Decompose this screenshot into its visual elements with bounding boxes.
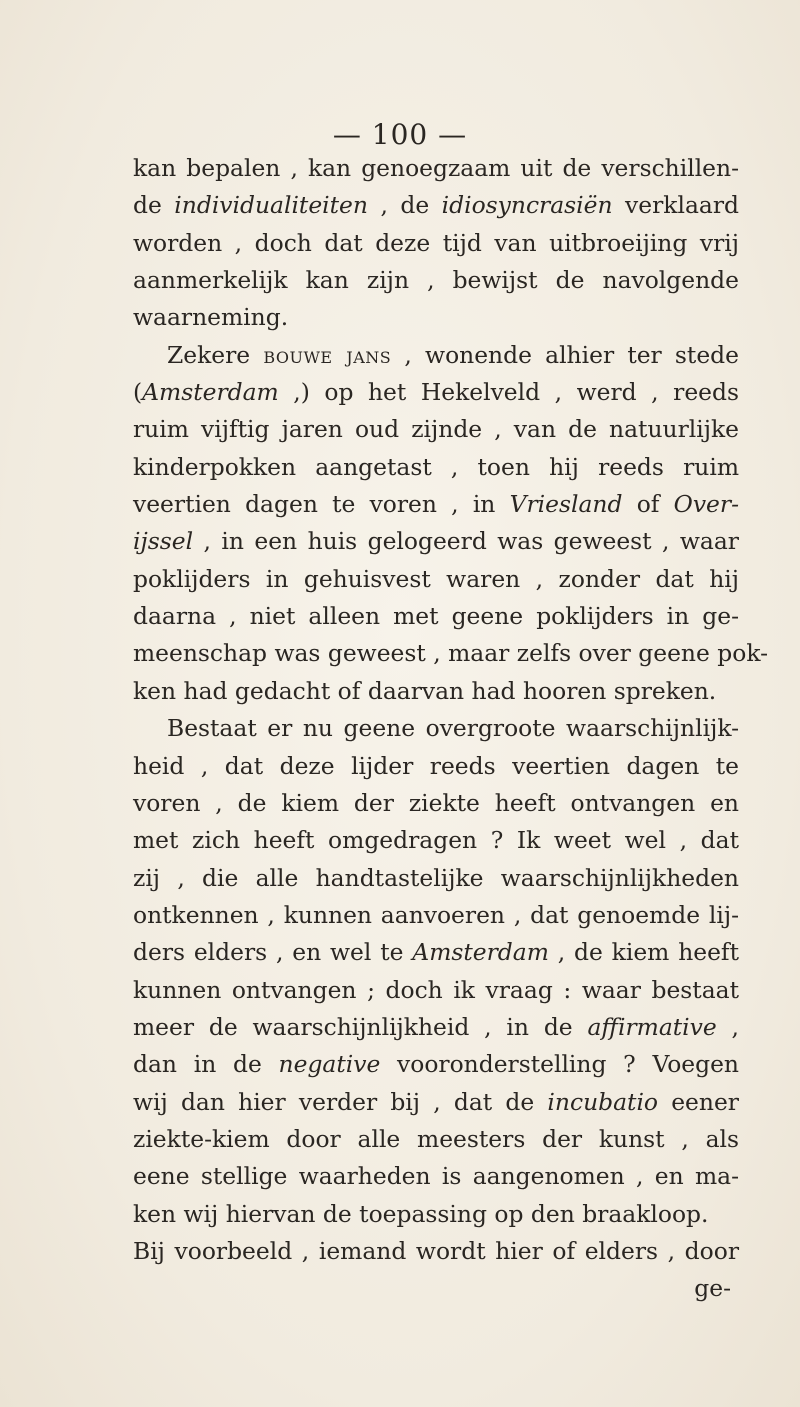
text-segment: waarneming. xyxy=(133,303,289,332)
text-segment: , in een huis gelogeerd was geweest , waar xyxy=(193,527,739,556)
text-segment: ken had gedacht of daarvan had hooren spreken. xyxy=(133,676,717,705)
italic-text: ijssel xyxy=(133,527,194,556)
italic-text: Vriesland xyxy=(509,490,623,519)
text-segment: , de xyxy=(367,191,442,220)
text-segment: heid , dat deze lijder reeds veertien dagen te xyxy=(133,751,739,780)
text-segment: ontkennen , kunnen aanvoeren , dat genoemde lij- xyxy=(133,900,739,929)
text-line xyxy=(133,374,739,411)
text-line xyxy=(133,225,739,262)
text-line xyxy=(133,1158,739,1195)
italic-text: affirmative xyxy=(587,1012,717,1041)
text-segment: meenschap was geweest , maar zelfs over geene pok- xyxy=(133,639,768,668)
text-segment: ,) op het Hekelveld , werd , reeds xyxy=(278,378,739,407)
text-segment: Bij voorbeeld , iemand wordt hier of elders , door xyxy=(133,1236,739,1265)
text-line xyxy=(133,1009,739,1046)
text-segment: eener xyxy=(658,1087,739,1116)
text-line xyxy=(133,523,739,560)
text-line xyxy=(133,598,739,635)
text-segment: , wonende alhier ter stede xyxy=(391,340,739,369)
text-segment: aanmerkelijk kan zijn , bewijst de navolgende xyxy=(133,266,739,295)
text-segment: , xyxy=(716,1012,739,1041)
text-line xyxy=(133,1046,739,1083)
italic-text: individualiteiten xyxy=(174,191,368,220)
body-text xyxy=(133,150,768,1308)
text-line xyxy=(133,1233,739,1270)
italic-text: Amsterdam xyxy=(142,378,279,407)
text-segment: ( xyxy=(133,378,143,407)
italic-text: idiosyncrasiën xyxy=(441,191,613,220)
text-line xyxy=(133,411,739,448)
text-segment: wij dan hier verder bij , dat de xyxy=(133,1087,548,1116)
text-line xyxy=(133,635,768,672)
text-line xyxy=(133,897,739,934)
text-line xyxy=(133,486,739,523)
text-segment: ge- xyxy=(694,1274,731,1303)
text-segment: met zich heeft omgedragen ? Ik weet wel , dat xyxy=(133,826,739,855)
text-segment: voren , de kiem der ziekte heeft ontvangen en xyxy=(133,788,739,817)
text-segment: of xyxy=(622,490,674,519)
text-segment: ruim vijftig jaren oud zijnde , van de natuurlijke xyxy=(133,415,739,444)
italic-text: incubatio xyxy=(547,1087,659,1116)
text-segment: zij , die alle handtastelijke waarschijnlijkheden xyxy=(133,863,739,892)
text-line xyxy=(133,1121,739,1158)
italic-text: Amsterdam xyxy=(412,938,549,967)
text-segment: kan bepalen , kan genoegzaam uit de verschillen- xyxy=(133,154,739,182)
text-line xyxy=(133,748,739,785)
text-segment: poklijders in gehuisvest waren , zonder dat hij xyxy=(133,564,739,593)
text-segment: meer de waarschijnlijkheid , in de xyxy=(133,1012,588,1041)
text-line xyxy=(133,337,739,374)
text-line xyxy=(133,785,739,822)
text-line xyxy=(133,187,739,224)
text-line xyxy=(133,1270,739,1307)
text-line xyxy=(133,299,739,336)
text-segment: kinderpokken aangetast , toen hij reeds ruim xyxy=(133,452,739,481)
text-segment: ziekte-kiem door alle meesters der kunst , als xyxy=(133,1124,739,1153)
text-segment: kunnen ontvangen ; doch ik vraag : waar bestaat xyxy=(133,975,739,1004)
text-segment: ken wij hiervan de toepassing op den braakloop. xyxy=(133,1199,709,1228)
text-line xyxy=(133,673,739,710)
text-segment: ders elders , en wel te xyxy=(133,938,413,967)
text-line xyxy=(133,150,739,187)
text-segment: worden , doch dat deze tijd van uitbroeijing vrij xyxy=(133,228,739,257)
text-line xyxy=(133,1084,739,1121)
italic-text: negative xyxy=(278,1050,381,1079)
text-line xyxy=(133,449,739,486)
text-segment: dan in de xyxy=(133,1050,279,1079)
text-line xyxy=(133,561,739,598)
text-segment: de xyxy=(133,191,175,220)
text-segment: daarna , niet alleen met geene poklijders in ge- xyxy=(133,602,739,631)
text-segment: Zekere xyxy=(167,340,264,369)
text-segment: veertien dagen te voren , in xyxy=(133,490,510,519)
text-line xyxy=(133,822,739,859)
text-line xyxy=(133,972,739,1009)
text-segment: verklaard xyxy=(612,191,739,220)
text-line xyxy=(133,1196,739,1233)
text-segment: , de kiem heeft xyxy=(548,938,739,967)
text-line xyxy=(133,710,739,747)
text-segment: eene stellige waarheden is aangenomen , en ma- xyxy=(133,1162,739,1191)
text-line xyxy=(133,262,739,299)
small-caps-name: bouwe jans xyxy=(263,340,392,369)
page-number: — 100 — xyxy=(332,118,468,151)
text-segment: Bestaat er nu geene overgroote waarschijnlijk- xyxy=(167,714,739,743)
italic-text: Over- xyxy=(673,490,739,519)
text-line xyxy=(133,860,739,897)
text-segment: vooronderstelling ? Voegen xyxy=(380,1050,739,1079)
text-line xyxy=(133,934,739,971)
